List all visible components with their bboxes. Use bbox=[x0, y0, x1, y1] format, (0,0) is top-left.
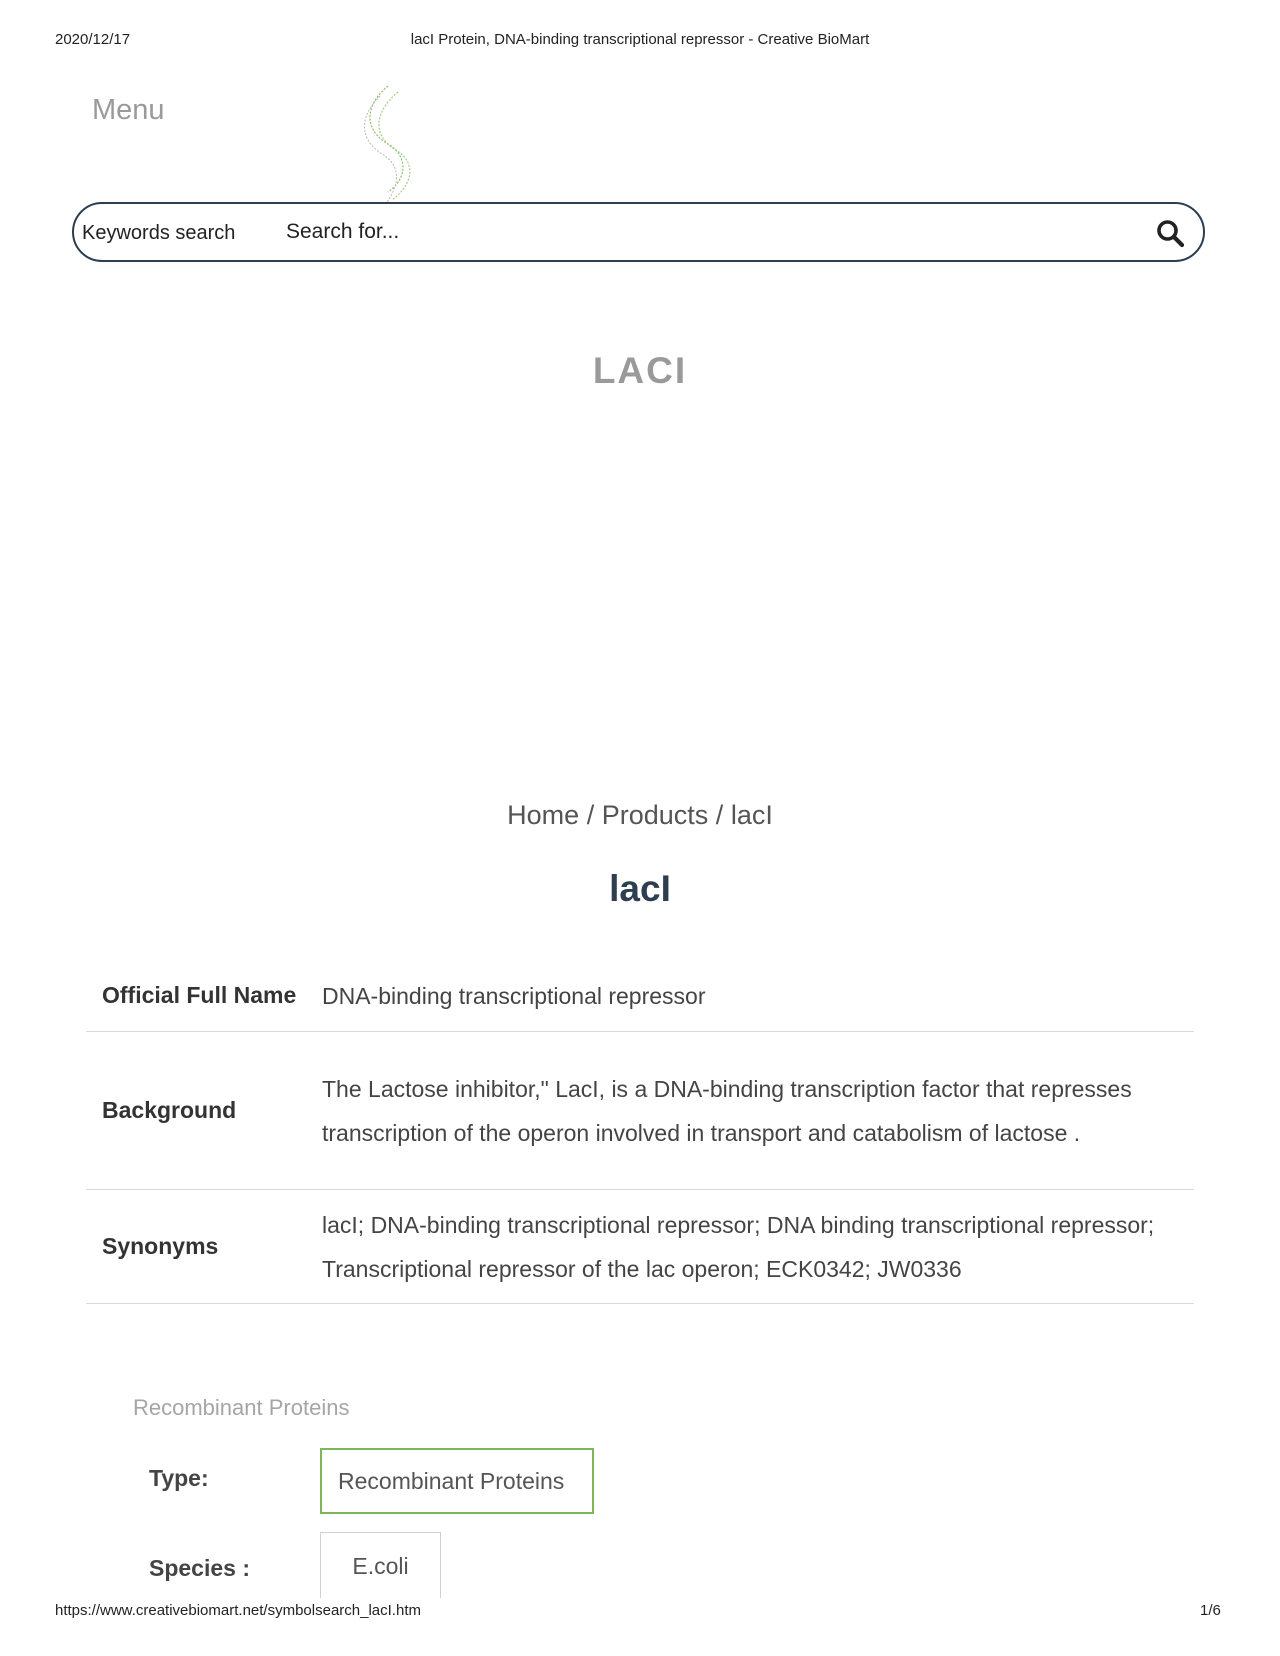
search-input[interactable] bbox=[286, 214, 1086, 250]
filters-heading: Recombinant Proteins bbox=[133, 1395, 350, 1420]
species-filter-option[interactable]: E.coli bbox=[320, 1532, 441, 1598]
background-value: The Lactose inhibitor," LacI, is a DNA-binding transcription factor that represses transcription of the operon involved in transport and catabolism of lactose . bbox=[322, 1075, 1132, 1146]
print-title: lacI Protein, DNA-binding transcriptional repressor - Creative BioMart bbox=[410, 31, 870, 48]
search-icon[interactable] bbox=[1155, 218, 1185, 248]
species-label: Species : bbox=[149, 1555, 250, 1581]
table-row bbox=[86, 1190, 1194, 1304]
print-date: 2020/12/17 bbox=[55, 31, 131, 48]
page-title: lacI bbox=[609, 868, 671, 909]
breadcrumb-separator: / bbox=[715, 800, 724, 830]
breadcrumb-separator: / bbox=[586, 800, 595, 830]
info-table bbox=[86, 960, 1194, 1304]
table-row bbox=[86, 1032, 1194, 1190]
print-footer-url: https://www.creativebiomart.net/symbolsearch_lacI.htm bbox=[55, 1602, 421, 1619]
official-full-name-value: DNA-binding transcriptional repressor bbox=[322, 982, 706, 1009]
search-bar bbox=[72, 202, 1205, 262]
synonyms-label: Synonyms bbox=[102, 1233, 219, 1259]
hero-title: LACI bbox=[592, 350, 688, 391]
search-scope-label[interactable]: Keywords search bbox=[82, 222, 236, 244]
background-label: Background bbox=[102, 1097, 237, 1123]
breadcrumb-products[interactable]: Products bbox=[601, 800, 709, 830]
official-full-name-label: Official Full Name bbox=[102, 982, 297, 1008]
breadcrumb-current: lacI bbox=[730, 800, 773, 830]
breadcrumb bbox=[0, 800, 1280, 831]
synonyms-value: lacI; DNA-binding transcriptional repressor; DNA binding transcriptional repressor; Transcriptional repressor of the lac operon; ECK0342; JW0336 bbox=[322, 1211, 1155, 1282]
table-row bbox=[86, 960, 1194, 1032]
type-filter-option[interactable]: Recombinant Proteins bbox=[320, 1448, 594, 1514]
breadcrumb-home[interactable]: Home bbox=[507, 800, 580, 830]
logo-icon[interactable] bbox=[350, 82, 430, 217]
type-label: Type: bbox=[149, 1465, 209, 1491]
menu-button[interactable]: Menu bbox=[92, 94, 165, 126]
print-page-number: 1/6 bbox=[1200, 1602, 1221, 1619]
